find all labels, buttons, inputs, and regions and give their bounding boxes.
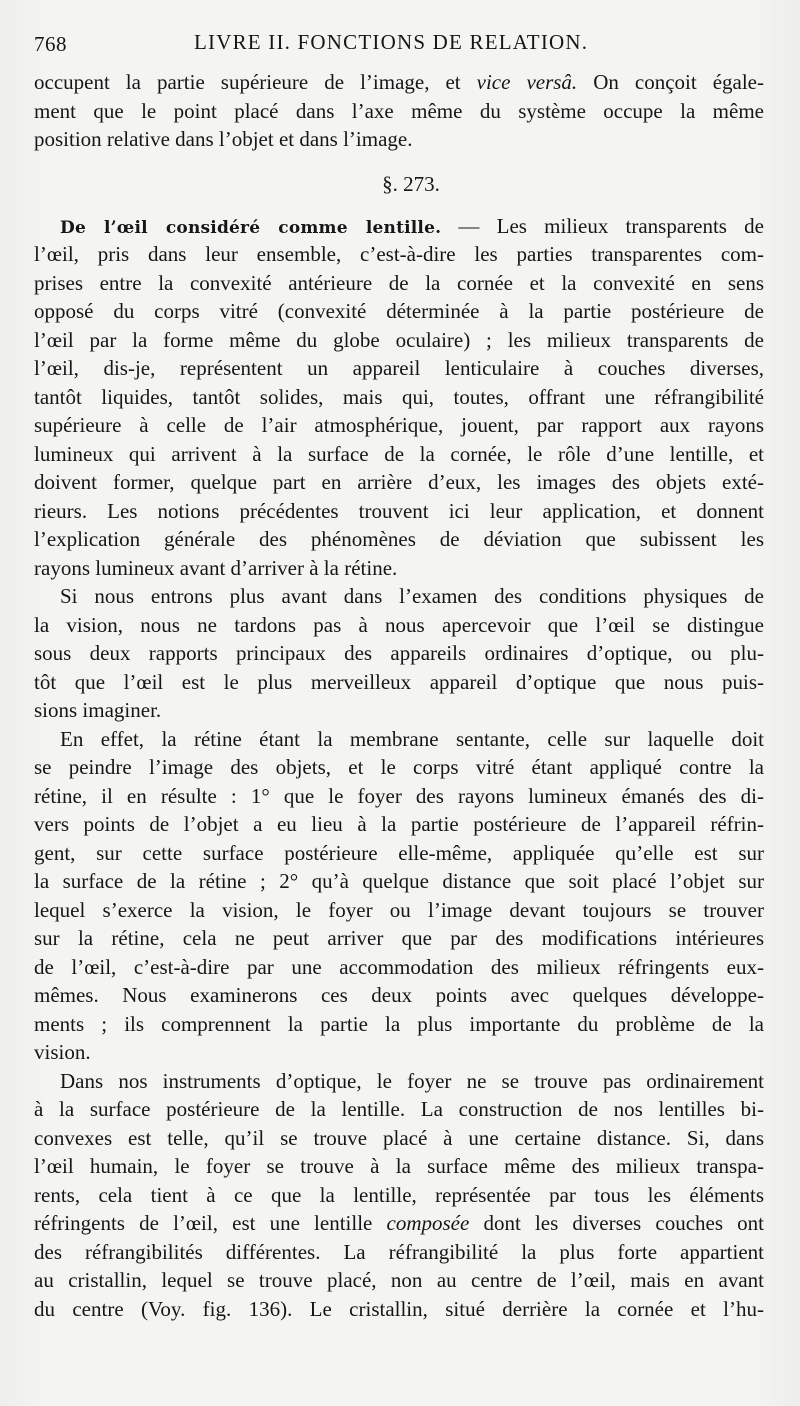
section-heading: De l’œil considéré comme lentille. (60, 217, 442, 238)
text-line: prises entre la convexité antérieure de la cornée et la convexité en sens (34, 270, 764, 295)
section-number: §. 273. (382, 171, 440, 196)
text-line: lumineux qui arrivent à la surface de la cornée, le rôle d’une lentille, et (34, 441, 764, 466)
text-line: En effet, la rétine étant la membrane sentante, celle sur laquelle doit (60, 726, 764, 751)
text-line: Si nous entrons plus avant dans l’examen des conditions physiques de (60, 584, 764, 608)
text-line: l’œil, pris dans leur ensemble, c’est-à-dire les parties transparentes com- (34, 242, 764, 266)
text-line: l’œil humain, le foyer se trouve à la surface même des milieux transpa- (34, 1154, 764, 1178)
text-line: à la surface postérieure de la lentille. La construction de nos lentilles bi- (34, 1097, 764, 1121)
text-line: supérieure à celle de l’air atmosphérique, jouent, par rapport aux rayons (34, 413, 764, 437)
text-line: ment que le point placé dans l’axe même du système occupe la même (34, 98, 764, 123)
running-head: LIVRE II. FONCTIONS DE RELATION. (194, 30, 589, 54)
text-line: vers points de l’objet a eu lieu à la partie postérieure de l’appareil réfrin- (34, 812, 764, 836)
text-line: du centre (Voy. fig. 136). Le cristallin, situé derrière la cornée et l’hu- (34, 1296, 764, 1321)
text-line: l’œil, dis-je, représentent un appareil lenticulaire à couches diverses, (34, 356, 764, 380)
text-line: rayons lumineux avant d’arriver à la rétine. (34, 555, 398, 580)
text-line: réfringents de l’œil, est une lentille composée dont les diverses couches ont (34, 1211, 764, 1235)
text-line: occupent la partie supérieure de l’image, et vice versâ. On conçoit égale- (34, 70, 764, 94)
text-line: mêmes. Nous examinerons ces deux points avec quelques développe- (34, 983, 764, 1007)
text-line: rétine, il en résulte : 1° que le foyer des rayons lumineux émanés des di- (34, 783, 764, 808)
text-line: Dans nos instruments d’optique, le foyer ne se trouve pas ordinairement (60, 1068, 764, 1093)
text-line: de l’œil, c’est-à-dire par une accommodation des milieux réfringents eux- (34, 954, 764, 979)
page-number: 768 (34, 32, 67, 56)
text-line: l’explication générale des phénomènes de déviation que subissent les (34, 527, 764, 551)
text-line: De l’œil considéré comme lentille. — Les milieux transparents de (60, 213, 764, 238)
text-line: la vision, nous ne tardons pas à nous apercevoir que l’œil se distingue (34, 612, 764, 637)
text-line: la surface de la rétine ; 2° qu’à quelque distance que soit placé l’objet sur (34, 869, 764, 893)
text-line: l’œil par la forme même du globe oculaire) ; les milieux transparents de (34, 327, 764, 352)
italic-text: vice versâ. (476, 70, 578, 94)
page-header (34, 22, 764, 62)
text-line: sur la rétine, cela ne peut arriver que par des modifications intérieures (34, 926, 764, 950)
text-line: gent, sur cette surface postérieure elle-même, appliquée qu’elle est sur (34, 840, 764, 865)
text-line: ments ; ils comprennent la partie la plus importante du problème de la (34, 1011, 764, 1036)
text-line: opposé du corps vitré (convexité déterminée à la partie postérieure de (34, 299, 764, 323)
text-line: rieurs. Les notions précédentes trouvent ici leur application, et donnent (34, 498, 764, 523)
page-body (34, 68, 764, 1323)
text-line: rents, cela tient à ce que la lentille, représentée par tous les éléments (34, 1182, 764, 1207)
text-line: vision. (34, 1040, 91, 1064)
italic-text: composée (386, 1211, 470, 1235)
text-line: sous deux rapports principaux des appareils ordinaires d’optique, ou plu- (34, 641, 764, 665)
text-line: lequel s’exerce la vision, le foyer ou l’image devant toujours se trouver (34, 897, 764, 922)
text-line: sions imaginer. (34, 698, 162, 722)
text-line: tôt que l’œil est le plus merveilleux appareil d’optique que nous puis- (34, 669, 764, 694)
text-line: des réfrangibilités différentes. La réfrangibilité la plus forte appartient (34, 1239, 764, 1264)
text-line: au cristallin, lequel se trouve placé, non au centre de l’œil, mais en avant (34, 1268, 764, 1292)
text-line: position relative dans l’objet et dans l’image. (34, 127, 413, 151)
text-line: tantôt liquides, tantôt solides, mais qui, toutes, offrant une réfrangibilité (34, 384, 764, 409)
text-line: convexes est telle, qu’il se trouve placé à une certaine distance. Si, dans (34, 1125, 764, 1150)
text-line: doivent former, quelque part en arrière d’eux, les images des objets exté- (34, 470, 764, 494)
text-line: se peindre l’image des objets, et le corps vitré étant appliqué contre la (34, 755, 764, 779)
